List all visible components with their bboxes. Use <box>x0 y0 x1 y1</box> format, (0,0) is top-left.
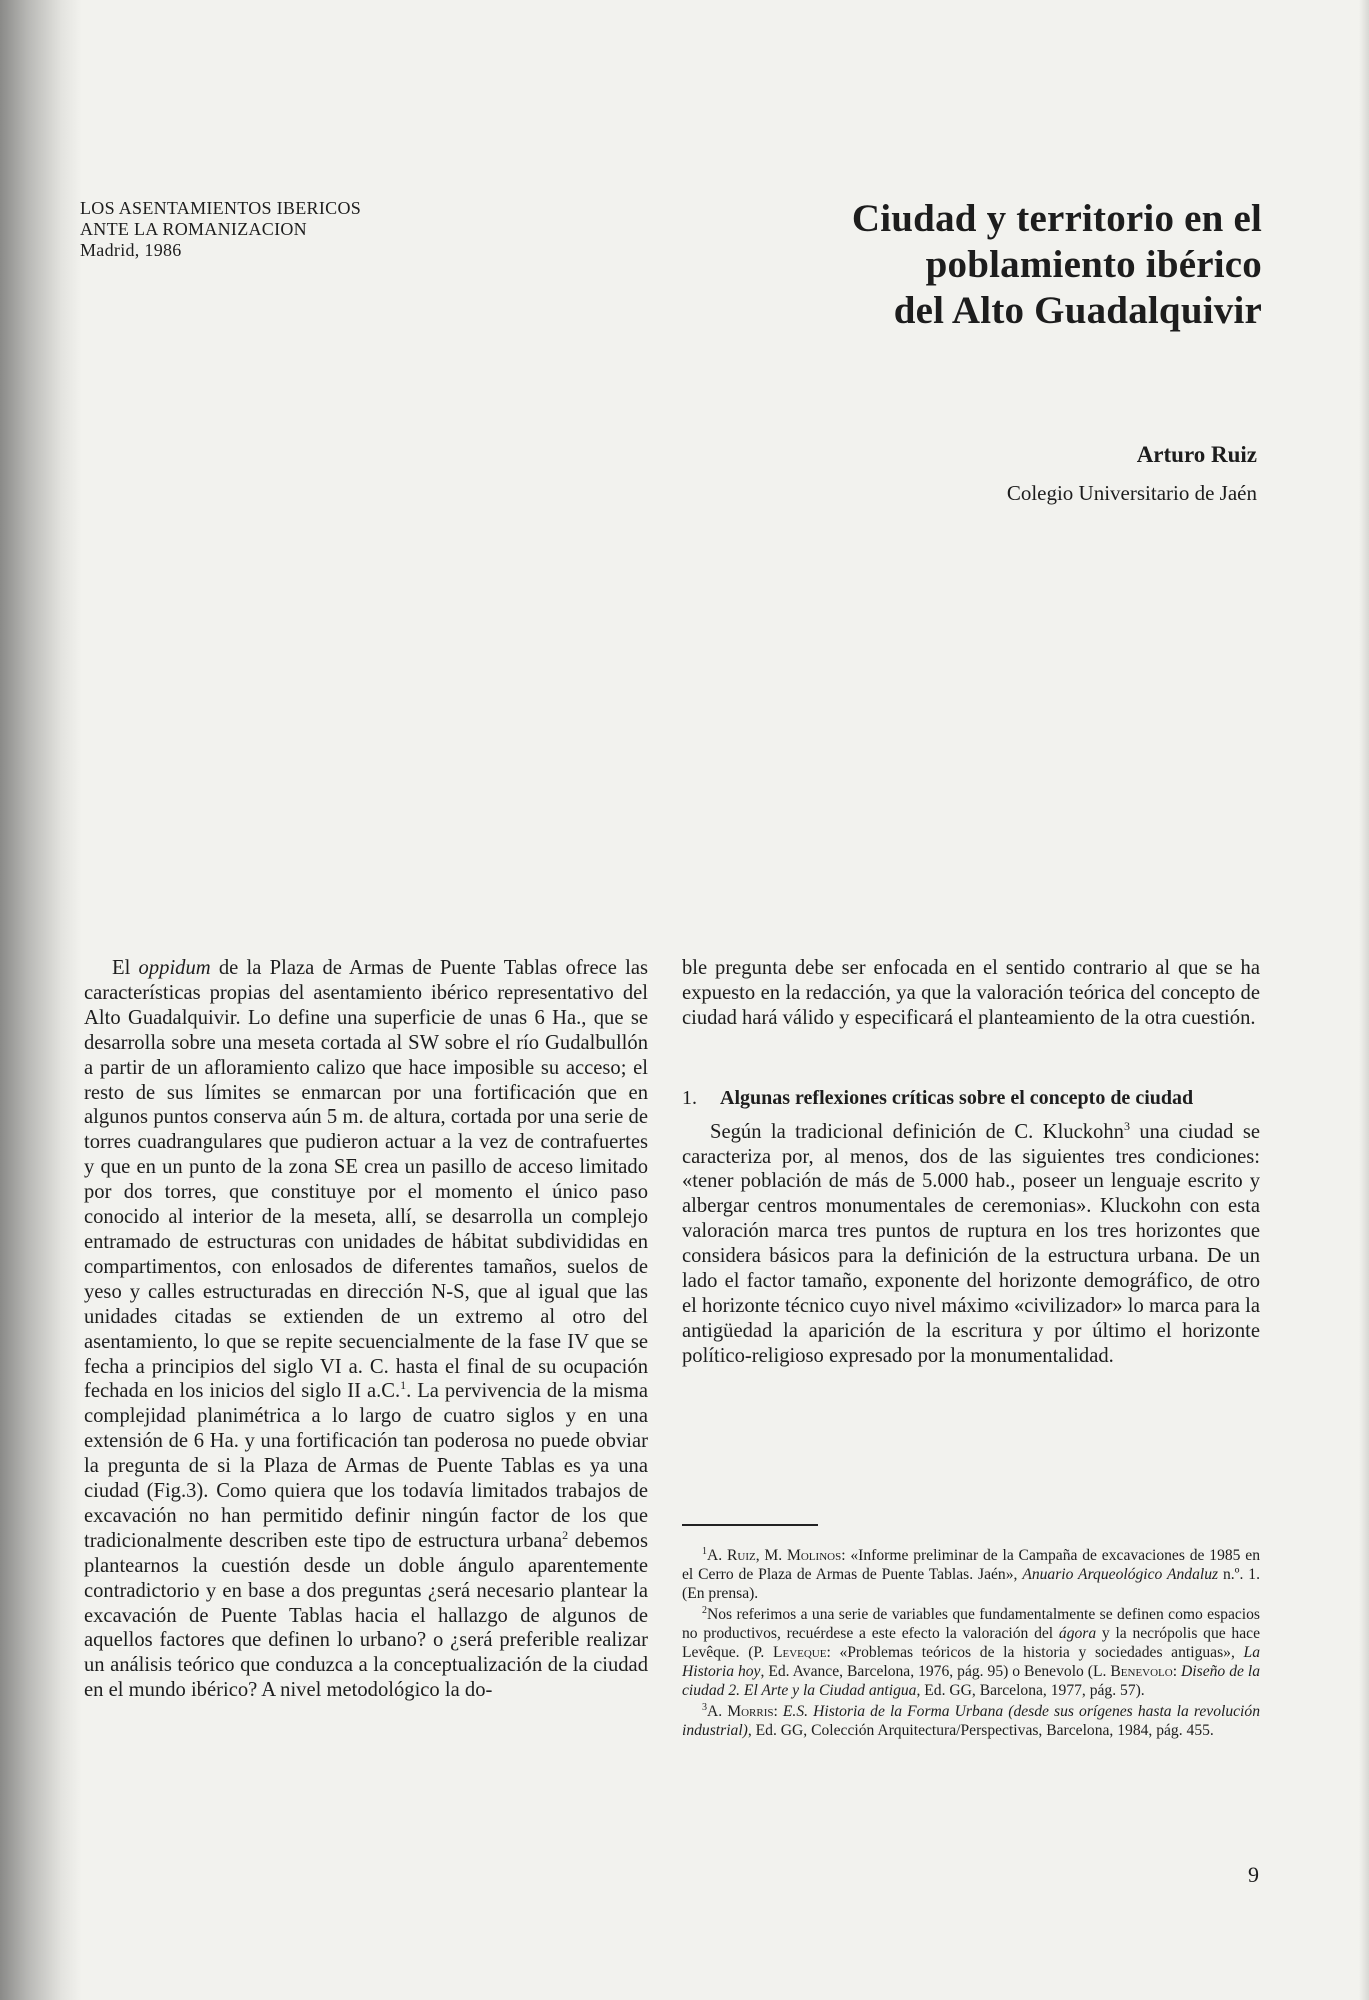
author-affiliation: Colegio Universitario de Jaén <box>1006 481 1257 505</box>
footnote-separator <box>682 1524 818 1526</box>
title-line-3: del Alto Guadalquivir <box>893 289 1262 332</box>
section-number: 1. <box>682 1086 697 1109</box>
body-paragraph-2: Según la tradicional definición de C. Kluckohn$^3$ una ciudad se caracteriza por, al menos, dos de las siguientes tres condiciones: «tener población de más de 5.000 hab., poseer un lenguaje escrito y albergar centros monumentales de ceremonias». Kluckohn con esta valoración marca tres puntos de ruptura en los tres horizontes que considera básicos para la definición de la estructura urbana. De un lado el factor tamaño, exponente del horizonte demográfico, de otro el horizonte técnico cuyo nivel máximo «civilizador» lo marca para la antigüedad la aparición de la escritura y por último el horizonte político-religioso expresado por la monumentalidad. <box>682 1118 1260 1367</box>
section-title: Algunas reflexiones críticas sobre el concepto de ciudad <box>720 1086 1194 1109</box>
footnote-3: $^3$A. Morris: E.S. Historia de la Forma Urbana (desde sus orígenes hasta la revolución industrial), Ed. GG, Colección Arquitectura/Perspectivas, Barcelona, 1984, pág. 455. <box>682 1701 1260 1739</box>
book-gutter-shadow <box>0 0 82 2000</box>
body-paragraph-1: El oppidum de la Plaza de Armas de Puente Tablas ofrece las características propias del asentamiento ibérico representativo del Alto Guadalquivir. Lo define una superficie de unas 6 Ha., que se desarrolla sobre una meseta cortada al SW sobre el río Gudalbullón a partir de un afloramiento calizo que hace imposible su acceso; el resto de sus límites se enmarcan por una fortificación que en algunos puntos conserva aún 5 m. de altura, cortada por una serie de torres cuadrangulares que pudieron actuar a la vez de contrafuertes y que en un punto de la zona SE crea un pasillo de acceso limitado por dos torres, que constituye por el momento el único paso conocido al interior de la meseta, allí, se desarrolla un complejo entramado de estructuras con unidades de hábitat subdivididas en compartimentos, con enlosados de diferentes tamaños, suelos de yeso y calles estructuradas en dirección N-S, que al igual que las unidades citadas se extienden de un extremo al otro del asentamiento, lo que se repite secuencialmente de la fase IV que se fecha a principios del siglo VI a. C. hasta el final de su ocupación fechada en los inicios del siglo II a.C.$^1$. La pervivencia de la misma complejidad planimétrica a lo largo de cuatro siglos y en una extensión de 6 Ha. y una fortificación tan poderosa no puede obviar la pregunta de si la Plaza de Armas de Puente Tablas es ya una ciudad (Fig.3). Como quiera que los todavía limitados trabajos de excavación no han permitido definir ningún factor de los que tradicionalmente describen este tipo de estructura urbana$^2$ debemos plantearnos la cuestión desde un doble ángulo aparentemente contradictorio y en base a dos preguntas ¿será necesario plantear la excavación de Puente Tablas hacia el hallazgo de algunos de aquellos factores que definen lo urbano? o ¿será preferible realizar un análisis teórico que conduzca a la conceptualización de la ciudad en el mundo ibérico? A nivel metodológico la do- <box>84 957 648 1702</box>
body-column-left <box>84 956 648 1703</box>
italic-term: oppidum <box>138 957 211 979</box>
footnote-ref-3[interactable]: 3 <box>1123 1118 1130 1133</box>
series-title-line1: LOS ASENTAMIENTOS IBERICOS <box>80 198 362 218</box>
title-line-2: poblamiento ibérico <box>925 243 1262 286</box>
page-number: 9 <box>1248 1862 1259 1887</box>
footnotes <box>682 1546 1260 1741</box>
series-header <box>80 198 410 261</box>
footnote-ref-1[interactable]: 1 <box>400 1378 407 1393</box>
footnote-2: $^2$Nos referimos a una serie de variables que fundamentalmente se definen como espacios no productivos, recuérdese a este efecto la valoración del ágora y la necrópolis que hace Levêque. (P. Leveque: «Problemas teóricos de la historia y sociedades antiguas», La Historia hoy, Ed. Avance, Barcelona, 1976, pág. 95) o Benevolo (L. Benevolo: Diseño de la ciudad 2. El Arte y la Ciudad antigua, Ed. GG, Barcelona, 1977, pág. 57). <box>682 1604 1261 1700</box>
series-place-year: Madrid, 1986 <box>80 240 182 260</box>
title-line-1: Ciudad y territorio en el <box>851 197 1262 240</box>
section-heading <box>682 1086 1260 1111</box>
article-title <box>662 196 1262 334</box>
body-column-right <box>682 956 1260 1369</box>
body-paragraph-1-continued: ble pregunta debe ser enfocada en el sentido contrario al que se ha expuesto en la redacción, ya que la valoración teórica del concepto de ciudad hará válido y especificará el planteamiento de la otra cuestión. <box>682 957 1260 1029</box>
author-name: Arturo Ruiz <box>1136 442 1257 467</box>
series-title-line2: ANTE LA ROMANIZACION <box>80 219 307 239</box>
footnote-1: $^1$A. Ruiz, M. Molinos: «Informe preliminar de la Campaña de excavaciones de 1985 en el Cerro de Plaza de Armas de Puente Tablas. Jaén», Anuario Arqueológico Andaluz n.º. 1. (En prensa). <box>682 1545 1260 1603</box>
footnote-ref-2[interactable]: 2 <box>562 1527 569 1542</box>
page-edge <box>1359 0 1369 2000</box>
